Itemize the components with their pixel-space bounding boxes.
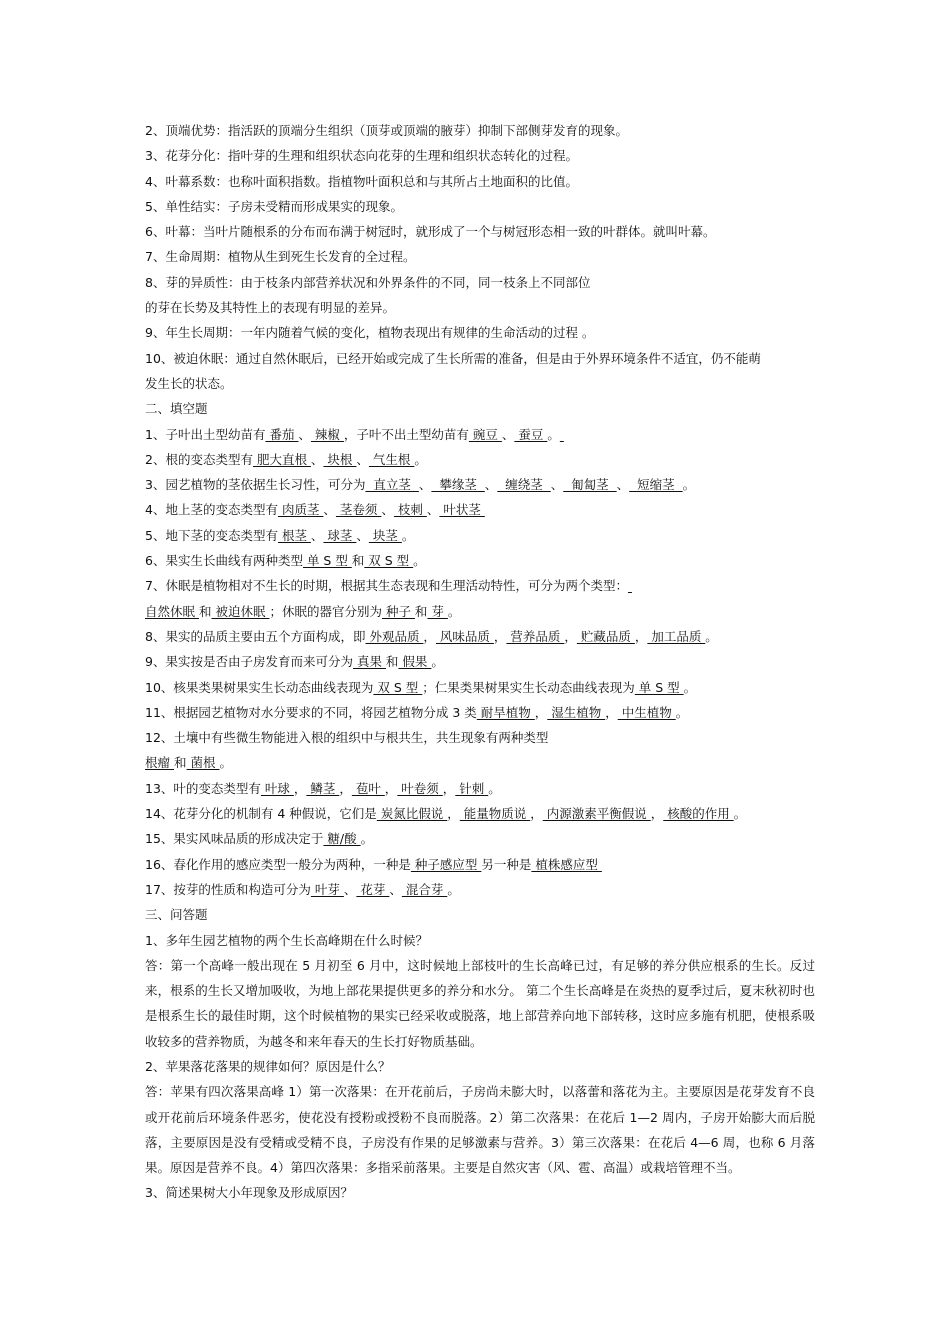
text-segment: 、 (323, 502, 336, 518)
answer-blank: 直立茎 (365, 477, 419, 493)
text-segment: 8、芽的异质性：由于枝条内部营养状况和外界条件的不同，同一枝条上不同部位 (145, 274, 591, 290)
text-segment: 、 (418, 477, 432, 493)
text-segment: 3、园艺植物的茎依据生长习性，可分为 (145, 477, 366, 493)
answer-blank: 茎卷须 (335, 502, 382, 518)
answer-blank: 加工品质 (647, 628, 706, 644)
text-segment: 。 (447, 881, 460, 897)
fill-question-line (145, 573, 815, 598)
answer-blank: 湿生植物 (547, 704, 606, 720)
answer-blank: 双 S 型 (373, 679, 423, 695)
answer-blank: 根茎 (277, 527, 311, 543)
answer-blank: 肥大直根 (252, 451, 311, 467)
text-segment: 和 (414, 603, 428, 619)
fill-question-line (145, 497, 815, 522)
text-segment: 和 (173, 755, 187, 771)
definition-line (145, 118, 815, 143)
text-segment: 。 (547, 426, 560, 442)
answer-blank: 攀缘茎 (431, 477, 485, 493)
answer-blank: 番茄 (265, 426, 299, 442)
text-segment: 。 (414, 451, 427, 467)
text-segment: 4、地上茎的变态类型有 (145, 502, 278, 518)
fill-in-section (145, 422, 815, 903)
qa-line (145, 928, 815, 953)
text-segment: 。 (413, 553, 426, 569)
answer-blank: 假果 (398, 654, 432, 670)
text-segment: 、 (484, 477, 498, 493)
answer-blank: 植株感应型 (531, 856, 602, 872)
text-segment: 5、单性结实：子房未受精而形成果实的现象。 (145, 198, 403, 214)
answer-blank: 贮藏品质 (576, 628, 635, 644)
answer-blank: 外观品质 (365, 628, 424, 644)
text-segment: 。 (488, 780, 501, 796)
fill-question-line (145, 725, 815, 750)
text-segment: 。 (447, 603, 461, 619)
text-segment: 。 (360, 831, 374, 847)
fill-question-line (145, 750, 815, 775)
answer-blank: 辣椒 (310, 426, 344, 442)
text-segment: 3、简述果树大小年现象及形成原因？ (145, 1185, 353, 1201)
text-segment: 1、多年生园艺植物的两个生长高峰期在什么时候？ (145, 932, 428, 948)
text-segment: ，子叶不出土型幼苗有 (343, 426, 469, 442)
text-segment: 、 (616, 477, 630, 493)
text-segment: 的芽在长势及其特性上的表现有明显的差异。 (145, 300, 396, 316)
fill-question-line (145, 649, 815, 674)
text-segment: 。 (401, 527, 415, 543)
text-segment: 、 (298, 426, 311, 442)
answer-blank: 核酸的作用 (663, 806, 734, 822)
answer-blank: 蚕豆 (514, 426, 548, 442)
answer-blank: 气生根 (368, 451, 415, 467)
answer-blank: 块根 (323, 451, 357, 467)
text-segment: ， (634, 628, 648, 644)
text-segment: 另一种是 (481, 856, 532, 872)
text-segment: 发生长的状态。 (145, 375, 233, 391)
answer-blank: 真果 (352, 654, 386, 670)
answer-blank (560, 427, 564, 442)
text-segment: 、 (310, 451, 324, 467)
answer-blank (628, 578, 632, 593)
text-segment: ， (534, 704, 548, 720)
answer-blank: 叶状茎 (439, 502, 485, 518)
text-segment: ， (605, 704, 618, 720)
text-segment: 10、被迫休眠：通过自然休眠后，已经开始或完成了生长所需的准备，但是由于外界环境条件不适宜，仍不能萌 (145, 350, 761, 366)
answer-blank: 芽 (427, 603, 448, 619)
fill-question-line (145, 776, 815, 801)
text-segment: 1、子叶出土型幼苗有 (145, 426, 266, 442)
answer-blank: 单 S 型 (302, 553, 352, 569)
definition-line (145, 295, 815, 320)
qa-section-heading: 三、问答题 (145, 907, 208, 923)
answer-blank: 花芽 (356, 881, 390, 897)
text-segment: 、 (356, 527, 369, 543)
answer-blank: 叶芽 (310, 881, 344, 897)
text-segment: 、 (343, 881, 357, 897)
text-segment: 。 (683, 679, 697, 695)
text-segment: 2、根的变态类型有 (145, 451, 253, 467)
text-segment: 5、地下茎的变态类型有 (145, 527, 278, 543)
text-segment: ， (339, 780, 352, 796)
qa-line (145, 1054, 815, 1079)
text-segment: 。 (675, 704, 689, 720)
answer-blank: 能量物质说 (459, 806, 531, 822)
text-segment: ， (493, 628, 507, 644)
text-segment: 13、叶的变态类型有 (145, 780, 261, 796)
answer-blank: 鳞茎 (306, 780, 340, 796)
answer-blank: 球茎 (323, 527, 357, 543)
answer-blank: 种子感应型 (410, 856, 482, 872)
answer-blank: 单 S 型 (634, 679, 684, 695)
text-segment: 。 (705, 628, 718, 644)
text-segment: ， (384, 780, 398, 796)
answer-blank: 中生植物 (617, 704, 676, 720)
text-segment: 、 (310, 527, 324, 543)
fill-section-heading: 二、填空题 (145, 401, 208, 417)
fill-question-line (145, 624, 815, 649)
text-segment: 9、果实按是否由子房发育而来可分为 (145, 654, 353, 670)
text-segment: 8、果实的品质主要由五个方面构成，即 (145, 628, 366, 644)
text-segment: 6、果实生长曲线有两种类型 (145, 553, 303, 569)
definition-line (145, 169, 815, 194)
text-segment: 、 (381, 502, 394, 518)
fill-question-line (145, 422, 815, 447)
text-segment: 4、叶幕系数：也称叶面积指数。指植物叶面积总和与其所占土地面积的比值。 (145, 173, 578, 189)
fill-question-line (145, 675, 815, 700)
fill-question-line (145, 852, 815, 877)
definition-line (145, 270, 815, 295)
text-segment: 。 (431, 654, 444, 670)
definitions-section (145, 118, 815, 396)
text-segment: 、 (550, 477, 564, 493)
text-segment: ， (530, 806, 543, 822)
fill-question-line (145, 877, 815, 902)
definition-line (145, 219, 815, 244)
text-segment: 7、生命周期：植物从生到死生长发育的全过程。 (145, 249, 416, 265)
text-segment: ， (442, 780, 456, 796)
text-segment: 、 (501, 426, 515, 442)
text-segment: 6、叶幕：当叶片随根系的分布而布满于树冠时，就形成了一个与树冠形态相一致的叶群体。就叫叶幕。 (145, 224, 716, 240)
fill-question-line (145, 700, 815, 725)
qa-line (145, 953, 815, 1054)
text-segment: 、 (426, 502, 440, 518)
text-segment: 和 (351, 553, 365, 569)
text-segment: 11、根据园艺植物对水分要求的不同，将园艺植物分成 3 类 (145, 704, 477, 720)
fill-question-line (145, 472, 815, 497)
text-segment: 3、花芽分化：指叶芽的生理和组织状态向花芽的生理和组织状态转化的过程。 (145, 148, 578, 164)
text-segment: 2、顶端优势：指活跃的顶端分生组织（顶芽或顶端的腋芽）抑制下部侧芽发育的现象。 (145, 123, 628, 138)
answer-blank: 肉质茎 (277, 502, 324, 518)
answer-blank: 块茎 (368, 527, 402, 543)
text-segment: 和 (198, 603, 212, 619)
text-segment: 7、休眠是植物相对不生长的时期，根据其生态表现和生理活动特性，可分为两个类型： (145, 578, 628, 594)
text-segment: 10、核果类果树果实生长动态曲线表现为 (145, 679, 374, 695)
text-segment: 、 (389, 881, 402, 897)
text-segment: ；仁果类果树果实生长动态曲线表现为 (422, 679, 635, 695)
definition-line (145, 143, 815, 168)
answer-blank: 营养品质 (506, 628, 565, 644)
text-segment: 。 (682, 477, 696, 493)
answer-blank: 耐旱植物 (476, 704, 535, 720)
text-segment: 。 (219, 755, 232, 771)
text-segment: ， (447, 806, 460, 822)
answer-blank: 叶卷须 (397, 780, 443, 796)
text-segment: 17、按芽的性质和构造可分为 (145, 881, 311, 897)
text-segment: 14、花芽分化的机制有 4 种假说，它们是 (145, 806, 377, 822)
answer-blank: 菌根 (186, 755, 220, 771)
answer-blank: 糖/酸 (323, 831, 361, 847)
answer-blank: 风味品质 (435, 628, 494, 644)
fill-question-line (145, 523, 815, 548)
qa-line (145, 1079, 815, 1180)
answer-blank: 苞叶 (351, 780, 385, 796)
answer-blank: 枝刺 (393, 502, 427, 518)
text-segment: ；休眠的器官分别为 (269, 603, 382, 619)
answer-blank: 根瘤 (145, 755, 174, 771)
answer-blank: 自然休眠 (145, 603, 199, 619)
answer-blank: 豌豆 (468, 426, 502, 442)
answer-blank: 混合芽 (401, 881, 448, 897)
answer-blank: 叶球 (260, 780, 294, 796)
text-segment: ， (423, 628, 436, 644)
text-segment: ， (293, 780, 307, 796)
text-segment: 9、年生长周期：一年内随着气候的变化，植物表现出有规律的生命活动的过程 。 (145, 325, 595, 341)
definition-line (145, 194, 815, 219)
text-segment: 答：第一个高峰一般出现在 5 月初至 6 月中，这时候地上部枝叶的生长高峰已过，有足够的养分供应根系的生长。反过来，根系的生长又增加吸收，为地上部花果提供更多的养分和水分。 第二个生长高峰是在炎热的夏季过后，夏末秋初时也是根系生长的最佳时期，这个时候植物的果实已经采收或脱落，地上部营养向地下部转移，这时应多施有机肥，使根系吸收较多的营养物质，为越冬和来年春天的生长打好物质基础。 (145, 957, 815, 1049)
fill-question-line (145, 447, 815, 472)
document-page (145, 118, 815, 1206)
text-segment: 2、苹果落花落果的规律如何？原因是什么？ (145, 1058, 391, 1074)
text-segment: 15、果实风味品质的形成决定于 (145, 831, 324, 847)
fill-question-line (145, 548, 815, 573)
definition-line (145, 346, 815, 371)
fill-question-line (145, 599, 815, 624)
text-segment: 答：苹果有四次落果高峰 1）第一次落果：在开花前后，子房尚未膨大时，以落蕾和落花为主。主要原因是花芽发育不良或开花前后环境条件恶劣，使花没有授粉或授粉不良而脱落。2）第二次落果：在花后 1—2 周内，子房开始膨大而后脱落，主要原因是没有受精或受精不良，子房没有作果的足够激素与营养。3）第三次落果：在花后 4—6 周，也称 6 月落果。原因是营养不良。4）第四次落果：多指采前落果。主要是自然灾害（风、雹、高温）或栽培管理不当。 (145, 1084, 815, 1176)
text-segment: 。 (733, 806, 747, 822)
definition-line (145, 371, 815, 396)
text-segment: 、 (356, 451, 369, 467)
text-segment: 12、土壤中有些微生物能进入根的组织中与根共生，共生现象有两种类型 (145, 730, 549, 746)
answer-blank: 针刺 (455, 780, 489, 796)
answer-blank: 炭氮比假说 (376, 806, 448, 822)
text-segment: ， (650, 806, 664, 822)
answer-blank: 双 S 型 (364, 553, 414, 569)
qa-section (145, 928, 815, 1206)
definition-line (145, 244, 815, 269)
definition-line (145, 320, 815, 345)
answer-blank: 内源激素平衡假说 (542, 806, 651, 822)
text-segment: ， (564, 628, 577, 644)
text-segment: 16、春化作用的感应类型一般分为两种，一种是 (145, 856, 411, 872)
qa-line (145, 1180, 815, 1205)
fill-question-line (145, 801, 815, 826)
answer-blank: 匍匐茎 (563, 477, 617, 493)
answer-blank: 被迫休眠 (211, 603, 270, 619)
text-segment: 和 (385, 654, 399, 670)
answer-blank: 缠绕茎 (497, 477, 551, 493)
answer-blank: 短缩茎 (629, 477, 683, 493)
answer-blank: 种子 (381, 603, 415, 619)
fill-question-line (145, 826, 815, 851)
